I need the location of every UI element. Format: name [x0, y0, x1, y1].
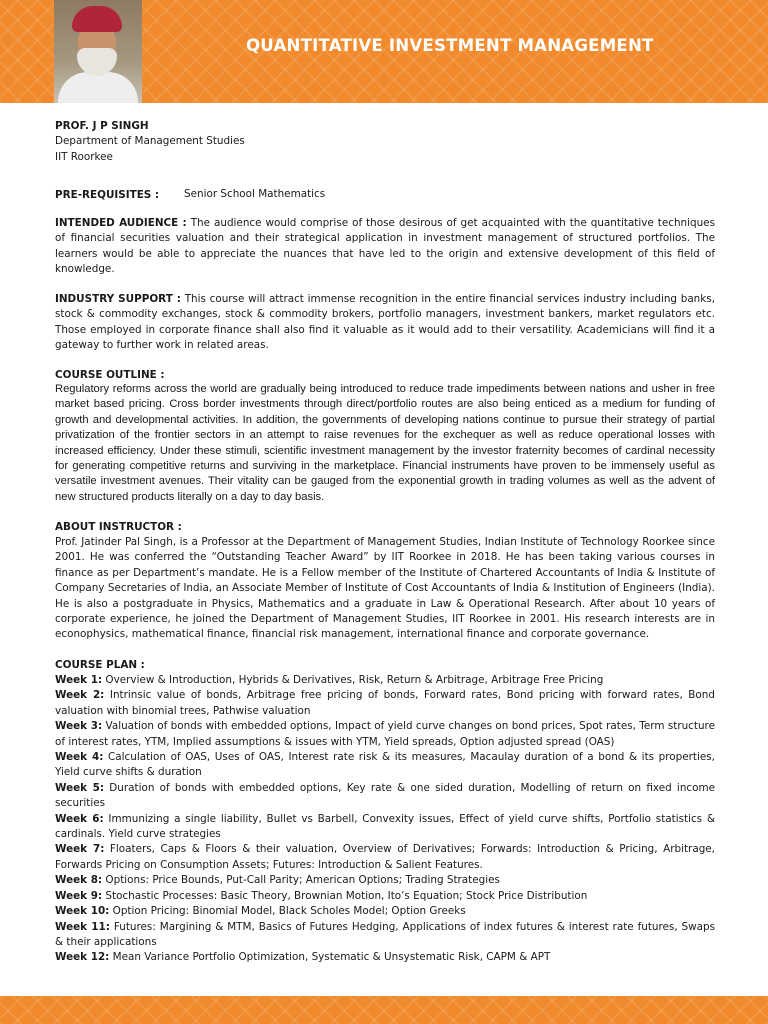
instructor-block [55, 119, 715, 165]
course-plan-week: Week 6: Immunizing a single liability, Bullet vs Barbell, Convexity issues, Effect of yield curve shifts, Portfolio statistics & cardinals. Yield curve strategies [55, 812, 715, 841]
course-plan-week: Week 7: Floaters, Caps & Floors & their valuation, Overview of Derivatives; Forwards: Introduction & Pricing, Arbitrage, Forwards Pricing on Consumption Assets; Futures: Introduction & Salient Features. [55, 843, 715, 871]
prerequisites-value: Senior School Mathematics [184, 188, 326, 200]
course-plan-week: Week 2: Intrinsic value of bonds, Arbitrage free pricing of bonds, Forward rates, Bond pricing with forward rates, Bond valuation with binomial trees, Pathwise valuation [55, 689, 715, 717]
instructor-institute: IIT Roorkee [55, 150, 113, 163]
course-outline-text: Regulatory reforms across the world are gradually being introduced to reduce trade impediments between nations and usher in free market based pricing. Cross border investments through direct/portfolio routes are also being enticed as a medium for funding of growth and developmental activities. In addition, the governments of developing nations continue to pursue their strategy of partial privatization of the frontier sectors in an attempt to raise revenues for the exchequer as well as reduce operational losses with increased efficiency. Under these stimuli, scientific investment management by the investor fraternity becomes of cardinal necessity for generating competitive returns and surviving in the marketplace. Financial instruments have proven to be immensely useful as versatile investment avenues. Their vitality can be gauged from the exponential growth in trading volumes as well as the advent of new structured products literally on a day to day basis. [55, 383, 715, 503]
header-banner [0, 0, 768, 103]
course-plan-week: Week 1: Overview & Introduction, Hybrids & Derivatives, Risk, Return & Arbitrage, Arbitrage Free Pricing [55, 674, 604, 686]
intended-audience-section [55, 216, 715, 278]
course-title: QUANTITATIVE INVESTMENT MANAGEMENT [246, 36, 654, 55]
instructor-department: Department of Management Studies [55, 135, 245, 148]
industry-support-section [55, 292, 715, 354]
intended-audience-label: INTENDED AUDIENCE : [55, 217, 187, 229]
course-plan-week: Week 3: Valuation of bonds with embedded options, Impact of yield curve changes on bond prices, Spot rates, Term structure of interest rates, YTM, Implied assumptions & issues with YTM, Yield spreads, Option adjusted spread (OAS) [55, 720, 715, 748]
industry-support-text: This course will attract immense recognition in the entire financial services industry including banks, stock & commodity exchanges, stock & commodity brokers, portfolio managers, investment bankers, market regulators etc. Those employed in corporate finance shall also find it valuable as it would add to their versatility. Academicians will find it a gateway to further work in related areas. [55, 293, 715, 352]
course-plan-week: Week 9: Stochastic Processes: Basic Theory, Brownian Motion, Ito’s Equation; Stock Price Distribution [55, 889, 588, 902]
about-instructor-text: Prof. Jatinder Pal Singh, is a Professor at the Department of Management Studies, Indian Institute of Technology Roorkee since 2001. He was conferred the “Outstanding Teacher Award” by IIT Roorkee in 2018. He has been taking various courses in finance as per Department’s mandate. He is a Fellow member of the Institute of Chartered Accountants of India & Institute of Company Secretaries of India, an Associate Member of Institute of Cost Accountants of India & Institution of Engineers (India). He is also a postgraduate in Physics, Mathematics and a graduate in Law & Operational Research. After about 10 years of corporate experience, he joined the Department of Management Studies, IIT Roorkee in 2001. His research interests are in econophysics, mathematical finance, financial risk management, international finance and corporate governance. [55, 536, 715, 641]
prerequisites-label: PRE-REQUISITES : [55, 189, 160, 201]
industry-support-label: INDUSTRY SUPPORT : [55, 293, 181, 305]
course-outline-label: COURSE OUTLINE : [55, 369, 165, 381]
course-plan-label: COURSE PLAN : [55, 659, 145, 671]
course-plan-week: Week 12: Mean Variance Portfolio Optimization, Systematic & Unsystematic Risk, CAPM & APT [55, 951, 551, 964]
course-plan-list [55, 673, 715, 966]
instructor-photo [54, 0, 142, 103]
course-plan-week: Week 11: Futures: Margining & MTM, Basics of Futures Hedging, Applications of index futures & interest rate futures, Swaps & their applications [55, 920, 715, 948]
intended-audience-text: The audience would comprise of those desirous of get acquainted with the quantitative techniques of financial securities valuation and their strategical application in investment management of structured portfolios. The learners would be able to appreciate the nuances that have led to the origin and extensive development of this field of knowledge. [55, 217, 715, 276]
instructor-name: PROF. J P SINGH [55, 120, 149, 132]
about-instructor-label: ABOUT INSTRUCTOR : [55, 521, 182, 533]
course-plan-week: Week 10: Option Pricing: Binomial Model, Black Scholes Model; Option Greeks [55, 905, 466, 918]
footer-banner [0, 996, 768, 1024]
course-plan-week: Week 5: Duration of bonds with embedded options, Key rate & one sided duration, Modelling of return on fixed income securities [55, 781, 715, 810]
course-plan-week: Week 8: Options: Price Bounds, Put-Call Parity; American Options; Trading Strategies [55, 874, 500, 887]
course-plan-week: Week 4: Calculation of OAS, Uses of OAS, Interest rate risk & its measures, Macaulay duration of a bond & its properties, Yield curve shifts & duration [55, 751, 715, 779]
